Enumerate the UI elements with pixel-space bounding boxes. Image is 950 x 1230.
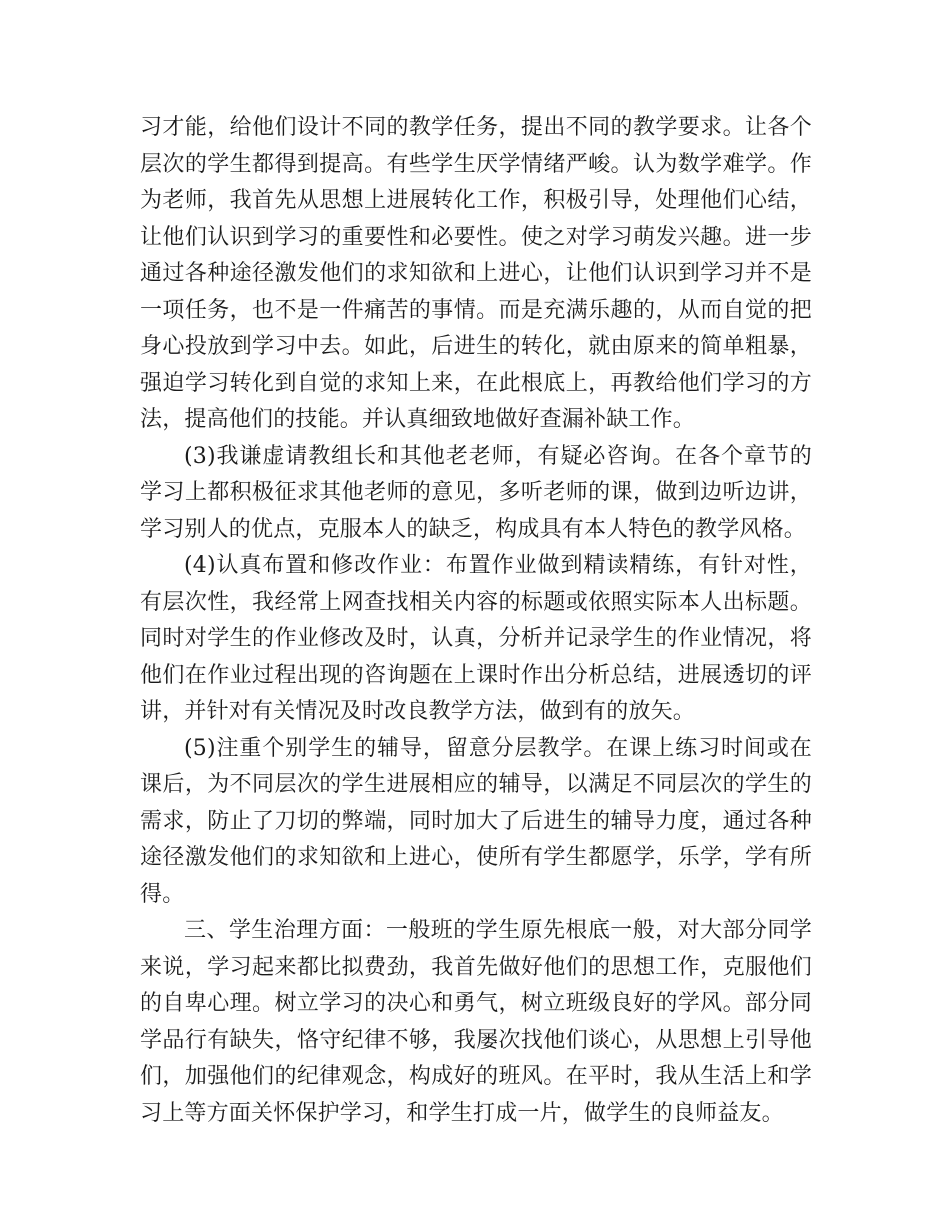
paragraph-item-5: (5)注重个别学生的辅导，留意分层教学。在课上练习时间或在课后，为不同层次的学生进展相应的辅导，以满足不同层次的学生的需求，防止了刀切的弊端，同时加大了后进生的辅导力度，通过各种途径激发他们的求知欲和上进心，使所有学生都愿学，乐学，学有所得。 [140, 735, 812, 907]
paragraph-section-3: 三、学生治理方面：一般班的学生原先根底一般，对大部分同学来说，学习起来都比拟费劲，我首先做好他们的思想工作，克服他们的自卑心理。树立学习的决心和勇气，树立班级良好的学风。部分同学品行有缺失，恪守纪律不够，我屡次找他们谈心，从思想上引导他们，加强他们的纪律观念，构成好的班风。在平时，我从生活上和学习上等方面关怀保护学习，和学生打成一片，做学生的良师益友。 [140, 918, 812, 1126]
paragraph-continued: 习才能，给他们设计不同的教学任务，提出不同的教学要求。让各个层次的学生都得到提高。有些学生厌学情绪严峻。认为数学难学。作为老师，我首先从思想上进展转化工作，积极引导，处理他们心结，让他们认识到学习的重要性和必要性。使之对学习萌发兴趣。进一步通过各种途径激发他们的求知欲和上进心，让他们认识到学习并不是一项任务，也不是一件痛苦的事情。而是充满乐趣的，从而自觉的把身心投放到学习中去。如此，后进生的转化，就由原来的简单粗暴，强迫学习转化到自觉的求知上来，在此根底上，再教给他们学习的方法，提高他们的技能。并认真细致地做好查漏补缺工作。 [140, 115, 812, 432]
paragraph-item-4: (4)认真布置和修改作业：布置作业做到精读精练，有针对性，有层次性，我经常上网查找相关内容的标题或依照实际本人出标题。同时对学生的作业修改及时，认真，分析并记录学生的作业情况，将他们在作业过程出现的咨询题在上课时作出分析总结，进展透切的评讲，并针对有关情况及时改良教学方法，做到有的放矢。 [140, 553, 812, 724]
paragraph-item-3: (3)我谦虚请教组长和其他老老师，有疑必咨询。在各个章节的学习上都积极征求其他老师的意见，多听老师的课，做到边听边讲，学习别人的优点，克服本人的缺乏，构成具有本人特色的教学风格。 [140, 443, 812, 542]
document-page [140, 110, 812, 1132]
